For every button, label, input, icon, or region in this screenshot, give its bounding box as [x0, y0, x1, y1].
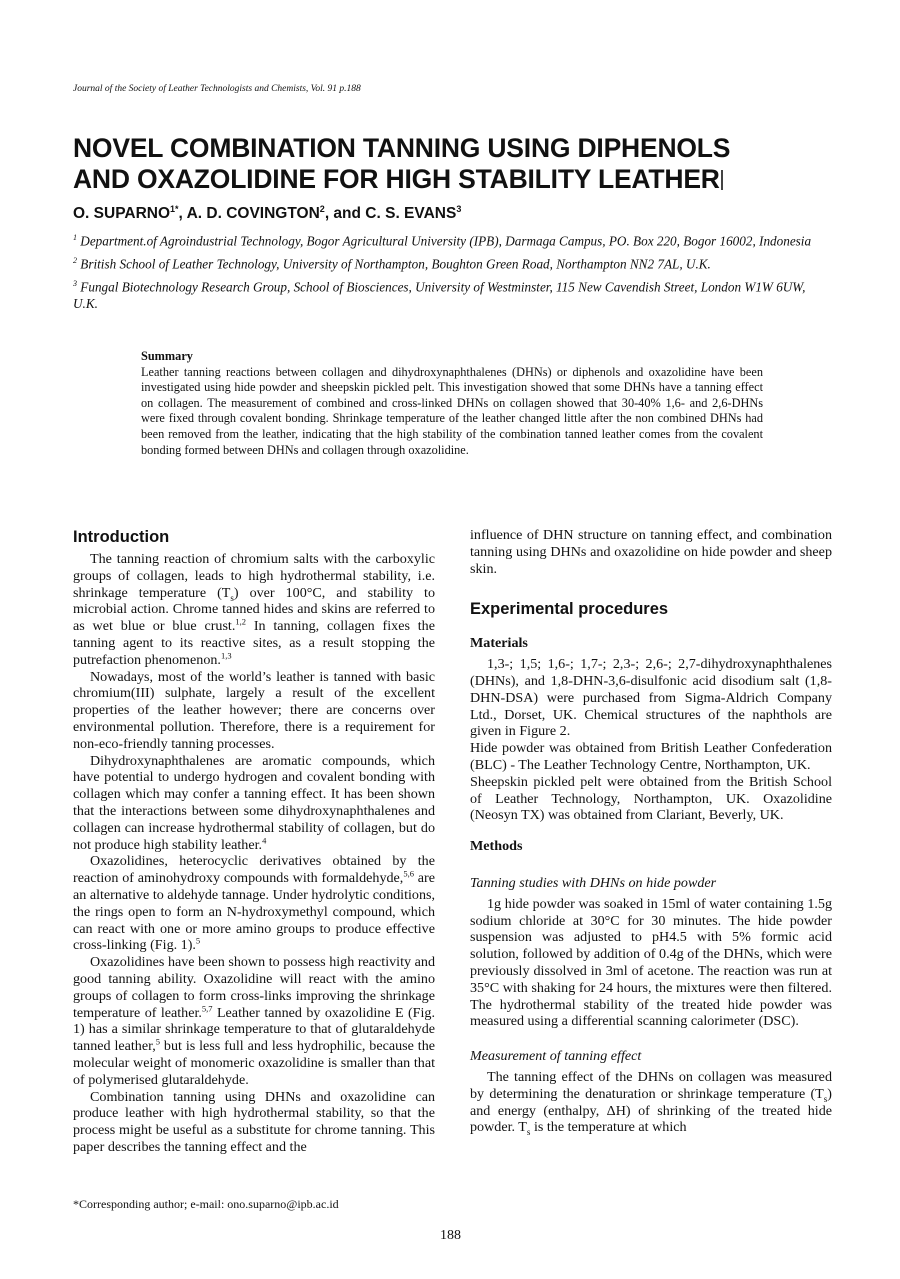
citation: 5,6 — [403, 868, 414, 879]
measurement-heading: Measurement of tanning effect — [470, 1048, 642, 1065]
citation: 1,2 — [235, 616, 246, 627]
summary-heading: Summary — [141, 349, 193, 363]
paragraph: 1,3-; 1,5; 1,6-; 1,7-; 2,3-; 2,6-; 2,7-dihydroxynaphthalenes (DHNs), and 1,8-DHN-3,6-disulfonic acid disodium salt (1,8-DHN-DSA) were purchased from Sigma-Aldrich Company Ltd., Dorset, UK. Chemical structures of the naphthols are given in Figure 2. — [470, 656, 832, 740]
paragraph: Nowadays, most of the world’s leather is tanned with basic chromium(III) sulphate, largely a result of the excellent properties of the leather however; there are concerns over environmental pollution. Therefore, there is a requirement for non-eco-friendly tanning processes. — [73, 668, 435, 752]
paragraph: Dihydroxynaphthalenes are aromatic compounds, which have potential to undergo hydrogen and covalent bonding with collagen which may confer a tanning effect. It has been shown that the interactions between some dihydroxynaphthalenes and collagen can increase hydrothermal stability of collagen, but do not produce high stability leather.$^4$ — [73, 752, 435, 853]
paragraph: Oxazolidines, heterocyclic derivatives obtained by the reaction of aminohydroxy compounds with formaldehyde,$^{5,6}$ are an alternative to aldehyde tannage. Under hydrolytic conditions, the rings open to form an N-hydroxymethyl compound, which can react with one or more amino groups to produce effective cross-linking (Fig. 1).$^5$ — [73, 853, 436, 954]
citation: 4 — [262, 834, 267, 845]
summary-text: Leather tanning reactions between collagen and dihydroxynaphthalenes (DHNs) or diphenols and oxazolidine have been investigated using hide powder and sheepskin pickled pelt. This investigation showed that some DHNs have a tanning effect on collagen. The measurement of combined and cross-linked DHNs on collagen showed that 30-40% 1,6- and 2,6-DHNs were fixed through covalent bonding. Shrinkage temperature of the leather changed little after the non combined DHNs had been removed from the leather, indicating that the high stability of the combination tanned leather comes from the covalent bonding formed between DHNs and collagen through oxazolidine. — [141, 364, 763, 457]
author-name: A. D. COVINGTON — [186, 205, 320, 223]
title-line-2: AND OXAZOLIDINE FOR HIGH STABILITY LEATHER — [73, 164, 833, 195]
paragraph: Sheepskin pickled pelt were obtained from the British School of Leather Technology, Northampton, UK. Oxazolidine (Neosyn TX) was obtained from Clariant, Beverly, UK. — [470, 773, 832, 824]
text-cursor — [721, 170, 723, 190]
corresponding-author-footnote: *Corresponding author; e-mail: ono.suparno@ipb.ac.id — [73, 1197, 339, 1211]
author-mark: 3 — [456, 204, 462, 214]
citation: 1,3 — [220, 650, 232, 661]
right-column — [470, 527, 832, 1136]
citation: 5 — [195, 935, 201, 946]
paragraph: influence of DHN structure on tanning effect, and combination tanning using DHNs and oxazolidine on hide powder and sheep skin. — [470, 527, 832, 577]
methods-heading: Methods — [470, 838, 523, 855]
introduction-heading: Introduction — [73, 528, 170, 546]
affiliation: $^1$ Department.of Agroindustrial Technology, Bogor Agricultural University (IPB), Darmaga Campus, PO. Box 220, Bogor 16002, Indonesia — [73, 233, 812, 249]
paragraph: Hide powder was obtained from British Leather Confederation (BLC) - The Leather Technology Centre, Northampton, UK. — [470, 740, 832, 773]
summary-block — [141, 349, 763, 458]
author-list: O. $SUPARNO^{1*}$, A. D. COVINGTON$^2$, and C. S. EVANS$^3$ — [73, 204, 462, 223]
title-line-1: NOVEL COMBINATION TANNING USING DIPHENOLS — [73, 133, 731, 163]
paragraph: The tanning effect of the DHNs on collagen was measured by determining the denaturation or shrinkage temperature $(T_s)$ and energy (enthalpy, ΔH) of shrinking of the treated hide powder. $T_s$ is the temperature at which — [470, 1068, 832, 1138]
author-name: C. S. EVANS — [365, 205, 457, 223]
paper-title — [73, 133, 833, 195]
paragraph: 1g hide powder was soaked in 15ml of water containing 1.5g sodium chloride at 30°C for 30 minutes. The hide powder suspension was adjusted to pH4.5 with 5% formic acid solution, followed by addition of 0.4g of the DHNs, which were previously dissolved in 3ml of acetone. The reaction was run at 35°C with shaking for 24 hours, the mixtures were then filtered. The hydrothermal stability of the treated hide powder was measured using a differential scanning calorimeter (DSC). — [470, 895, 832, 1030]
citation: 5 — [155, 1036, 161, 1047]
materials-heading: Materials — [470, 635, 528, 652]
page-number: 188 — [440, 1228, 461, 1243]
citation: 5,7 — [201, 1002, 213, 1013]
tanning-studies-heading: Tanning studies with DHNs on hide powder — [470, 874, 717, 891]
paragraph: The tanning reaction of chromium salts with the carboxylic groups of collagen, leads to high hydrothermal stability, i.e. shrinkage temperature $(T_s)$ over 100°C, and stability to microbial action. Chrome tanned hides and skins are referred to as wet blue or blue crust.$^{1,2}$ In tanning, collagen fixes the tanning agent to its reactive sites, as a result stopping the putrefaction phenomenon.$^{1,3}$ — [73, 551, 435, 668]
affiliations — [73, 229, 833, 315]
author-mark: 1* — [170, 204, 179, 214]
paragraph: Combination tanning using DHNs and oxazolidine can produce leather with high hydrothermal stability, so that the process might be useful as a substitute for chrome tanning. This paper describes the tanning effect and the — [73, 1088, 435, 1155]
paragraph: Oxazolidines have been shown to possess high reactivity and good tanning ability. Oxazolidine will react with the amino groups of collagen to form cross-links improving the shrinkage temperature of leather.$^{5,7}$ Leather tanned by oxazolidine E (Fig. 1) has a similar shrinkage temperature to that of glutaraldehyde tanned leather,$^5$ but is less full and less hydrophilic, because the molecular weight of monomeric oxazolidine is smaller than that of polymerised glutaraldehyde. — [73, 954, 435, 1088]
affiliation: $^2$ British School of Leather Technology, University of Northampton, Boughton Green Road, Northampton NN2 7AL, U.K. — [73, 255, 711, 272]
experimental-heading: Experimental procedures — [470, 600, 669, 619]
author-mark: 2 — [319, 204, 325, 214]
author-name: O. SUPARNO — [73, 205, 171, 223]
left-column — [73, 527, 435, 1156]
affiliation: $^3$ Fungal Biotechnology Research Group, School of Biosciences, University of Westminster, 115 New Cavendish Street, London W1W 6UW, U.K. — [73, 278, 806, 312]
running-head: Journal of the Society of Leather Technologists and Chemists, Vol. 91 p.188 — [73, 84, 361, 94]
